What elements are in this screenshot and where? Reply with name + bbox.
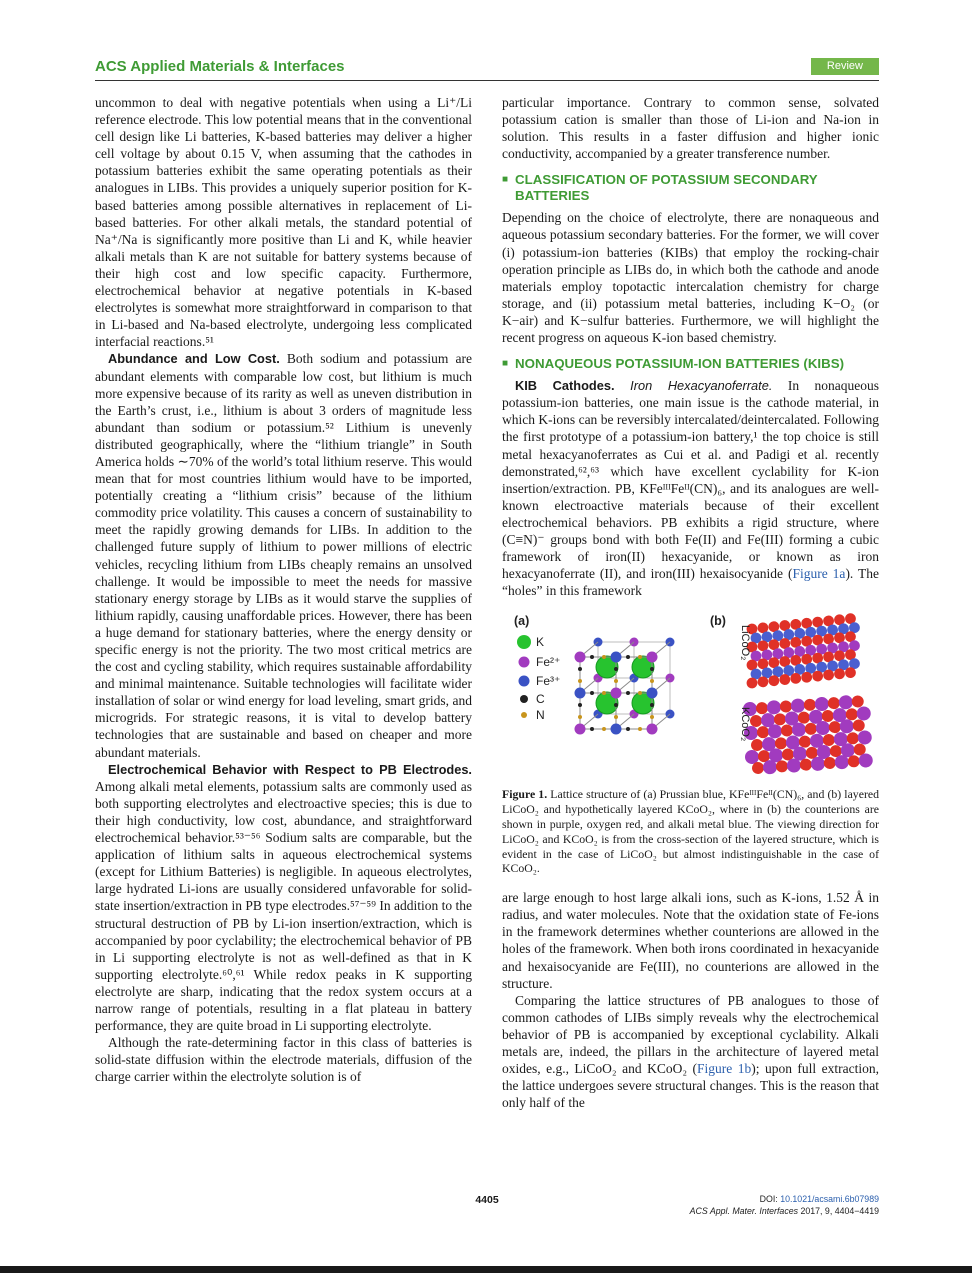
section-heading-text: CLASSIFICATION OF POTASSIUM SECONDARY BATTERIES	[515, 172, 818, 204]
two-column-body	[95, 94, 879, 1111]
left-column	[95, 94, 472, 1111]
citation-journal: ACS Appl. Mater. Interfaces	[689, 1205, 799, 1216]
section-heading-classification	[502, 172, 879, 204]
paragraph	[95, 94, 472, 350]
kcoo2-label: KCoO₂	[739, 707, 751, 742]
header-divider	[95, 80, 879, 81]
subsection-title: Abundance and Low Cost.	[108, 351, 280, 367]
paragraph	[502, 94, 879, 162]
paragraph	[95, 350, 472, 760]
paragraph-text: ). The “holes” in this framework	[502, 566, 880, 599]
paragraph	[502, 992, 879, 1112]
legend-k-icon	[517, 635, 531, 649]
section-marker-icon: ■	[502, 174, 509, 186]
prussian-blue-lattice	[575, 638, 675, 735]
paragraph	[502, 209, 879, 346]
panel-b-label: (b)	[710, 614, 726, 629]
doi-link[interactable]: 10.1021/acsami.6b07989	[780, 1194, 879, 1204]
section-heading-text: NONAQUEOUS POTASSIUM-ION BATTERIES (KIBS)	[515, 356, 845, 372]
paragraph	[95, 1034, 472, 1085]
figure-1b-link[interactable]: Figure 1b	[697, 1061, 752, 1077]
section-marker-icon: ■	[502, 358, 509, 370]
paragraph-text: Both sodium and potassium are abundant elements with comparable low cost, but lithium is much more expensive because of its rarity as well as uneven distribution in the Earth’s crust, i.e., lithium is about 3 orders of magnitude less abundant than sodium or potassium.⁵² Lithium is unevenly distributed geographically, where the “lithium triangle” in South America holds ∼70% of the world’s total lithium reserve. This would mean that for most countries lithium would have to be imported, potentially creating a “lithium crisis” because of the lithium commodity price volatility. This causes a concern of sustainability to meet the rapidly growing demands for LIBs. In addition to the challenged future supply of lithium to power millions of electric vehicles, recycling lithium from LIBs cheaply remains an unsolved challenge. It would be impossible to meet the needs for massive stationary energy storage by LIBs as it would starve the supplies of lithium rapidly, causing unaffordable prices. However, there has been a huge demand for stationary batteries, where the energy density or specific energy is not the priority. The two most critical metrics are the cost and cycling stability, which requires sustainable affordability and minimal maintenance. Suitable technologies will facilitate wider installation of solar or wind energy for load leveling, smart grids, and microgrids. For strategic reasons, it is vital to develop battery technologies that are sustainable and based on cheaper and more abundant materials.	[95, 351, 472, 760]
paragraph	[502, 377, 879, 599]
subsection-subtitle: Iron Hexacyanoferrate.	[614, 378, 773, 394]
legend-n-label: N	[536, 708, 545, 723]
journal-title[interactable]: ACS Applied Materials & Interfaces	[95, 58, 345, 75]
paragraph-text: particular importance. Contrary to common sense, solvated potassium cation is smaller than those of Li-ion and Na-ion in solution. This results in a faster diffusion and higher ionic conductivity, accompanied by a greater transference number.	[502, 95, 879, 162]
article-type-badge: Review	[811, 58, 879, 75]
legend-fe2-label: Fe²⁺	[536, 655, 561, 670]
subsection-title: KIB Cathodes.	[515, 378, 615, 394]
paragraph-text: are large enough to host large alkali ions, such as K-ions, 1.52 Å in radius, and water molecules. Note that the oxidation state of Fe-ions in the framework determines whether counterions are allowed in the holes of the framework. When both irons coordinated in hexacyanide and hexaisocyanide are Fe(III), no counterions are allowed in the structure.	[502, 890, 879, 991]
legend-fe3-icon	[519, 676, 530, 687]
citation-block	[690, 1194, 879, 1217]
page-bottom-edge	[0, 1266, 972, 1273]
paragraph	[502, 889, 879, 992]
paragraph	[95, 761, 472, 1035]
legend-c-label: C	[536, 692, 545, 707]
figure-caption-lead: Figure 1.	[502, 787, 548, 802]
paragraph-text: uncommon to deal with negative potentials when using a Li⁺/Li reference electrode. This low potential means that in the conventional cell design like Li batteries, K-based batteries may deliver a higher cell voltage by about 0.15 V, when assuming that the cathodes in potassium batteries exhibit the same operating potentials as their analogues in LIBs. This provides a uniquely superior position for K-based batteries among possible alternatives in replacement of Li-based batteries. For other alkali metals, the standard potential of Na⁺/Na is significantly more positive than Li and K, while heavier alkali metals than K are not suitable for battery systems because of their high cost and low specific capacity. Furthermore, electrochemical behavior at negative potentials in K-based electrolytes is somewhat more straightforward in comparison to that in Li-based and Na-based electrolyte, undergoing less complicated interfacial reactions.⁵¹	[95, 95, 472, 350]
legend-n-icon	[521, 712, 527, 718]
doi-label: DOI:	[759, 1194, 781, 1204]
paragraph-text: Depending on the choice of electrolyte, there are nonaqueous and aqueous potassium secondary batteries. For the former, we will cover (i) potassium-ion batteries (KIBs) that employ the rocking-chair operation principle as LIBs do, in which both the cathode and anode materials employ topotactic intercalation chemistry for charge storage, and (ii) potassium metal batteries, including K−O₂ (or K−air) and K−sulfur batteries. Furthermore, we will highlight the recent progress on aqueous K-ion based chemistry.	[502, 210, 879, 346]
paragraph-text: Although the rate-determining factor in this class of batteries is solid-state diffusion within the electrode materials, diffusion of the charge carrier within the electrolyte solution is of	[95, 1035, 472, 1085]
legend-fe2-icon	[519, 657, 530, 668]
figure-caption-text: Lattice structure of (a) Prussian blue, KFeᴵᴵᴵFeᴵᴵ(CN)₆, and (b) layered LiCoO₂ and hypothetically layered KCoO₂, where in (b) the counterions are shown in purple, oxygen red, and alkali metal blue. The viewing direction for LiCoO₂ and KCoO₂ is from the cross-section of the layered structure, which is evident in the case of LiCoO₂ but almost indistinguishable in the case of KCoO₂.	[502, 787, 880, 876]
legend-k-label: K	[536, 635, 545, 650]
paragraph-text: In nonaqueous potassium-ion batteries, one main issue is the cathode material, in which K-ions can be reversibly intercalated/deintercalated. Following the first prototype of a potassium-ion battery,¹ the top choice is still metal hexacyanoferrates as Cui et al. and Padigi et al. recently demonstrated,⁶²,⁶³ which have excellent cyclability for K-ion insertion/extraction. PB, KFeᴵᴵᴵFeᴵᴵ(CN)₆, and its analogues are well-known electroactive materials because of their excellent electrochemical behaviors. PB exhibits a rigid structure, where (C≡N)⁻ groups bond with both Fe(II) and Fe(III) forming a cubic framework of iron(II) hexacyanide, or known as iron hexacyanoferrate (II), and iron(III) hexaisocyanide (	[502, 378, 879, 582]
section-heading-nonaqueous-kibs	[502, 356, 879, 372]
paragraph-text: Among alkali metal elements, potassium salts are commonly used as both supporting electrolytes and electroactive species; this is due to their high conductivity, low cost, abundance, and straightforward electrochemical behavior.⁵³⁻⁵⁶ Sodium salts are comparable, but the application of lithium salts in aqueous electrochemical systems (except for Lithium Batteries) is negligible. In aqueous electrolytes, large hydrated Li-ions are usually considered unfavorable for solid-state insertion/extraction in PB type electrodes.⁵⁷⁻⁵⁹ In addition to the structural destruction of PB by Li-ion insertion/extraction, which is accompanied by poor cyclability; the electrochemical behavior of PB in Li supporting electrolyte is not as well-defined as that in K supporting electrolyte.⁶⁰,⁶¹ While redox peaks in K supporting electrolyte are sharp, indicating that the redox system occurs at a narrow range of potentials, resulting in a flat plateau in battery performance, they are quite broad in Li supporting electrolyte.	[95, 778, 472, 1034]
legend-c-icon	[520, 695, 528, 703]
licoo2-label: LiCoO₂	[739, 625, 751, 661]
legend-fe3-label: Fe³⁺	[536, 674, 561, 689]
paragraph-text: ); upon full extraction, the lattice undergoes severe structural changes. This is the reason that only half of the	[502, 1061, 879, 1111]
page-header	[95, 58, 879, 75]
page-number: 4405	[475, 1194, 499, 1206]
panel-a-label: (a)	[514, 614, 530, 629]
licoo2-structure	[746, 613, 860, 689]
figure-1-image	[502, 609, 879, 779]
figure-1a-link[interactable]: Figure 1a	[792, 566, 846, 582]
paragraph-text: Comparing the lattice structures of PB analogues to those of common cathodes of LIBs simply reveals why the electrochemical behavior of PB is accompanied by exceptional cyclability. Alkali metals are, indeed, the pillars in the architecture of layered metal oxides, e.g., LiCoO₂ and KCoO₂ (	[502, 992, 879, 1077]
citation-detail: 2017, 9, 4404−4419	[798, 1205, 879, 1216]
figure-1-caption	[502, 787, 879, 876]
kcoo2-structure	[743, 694, 874, 775]
subsection-title: Electrochemical Behavior with Respect to PB Electrodes.	[108, 761, 472, 777]
right-column	[502, 94, 879, 1111]
